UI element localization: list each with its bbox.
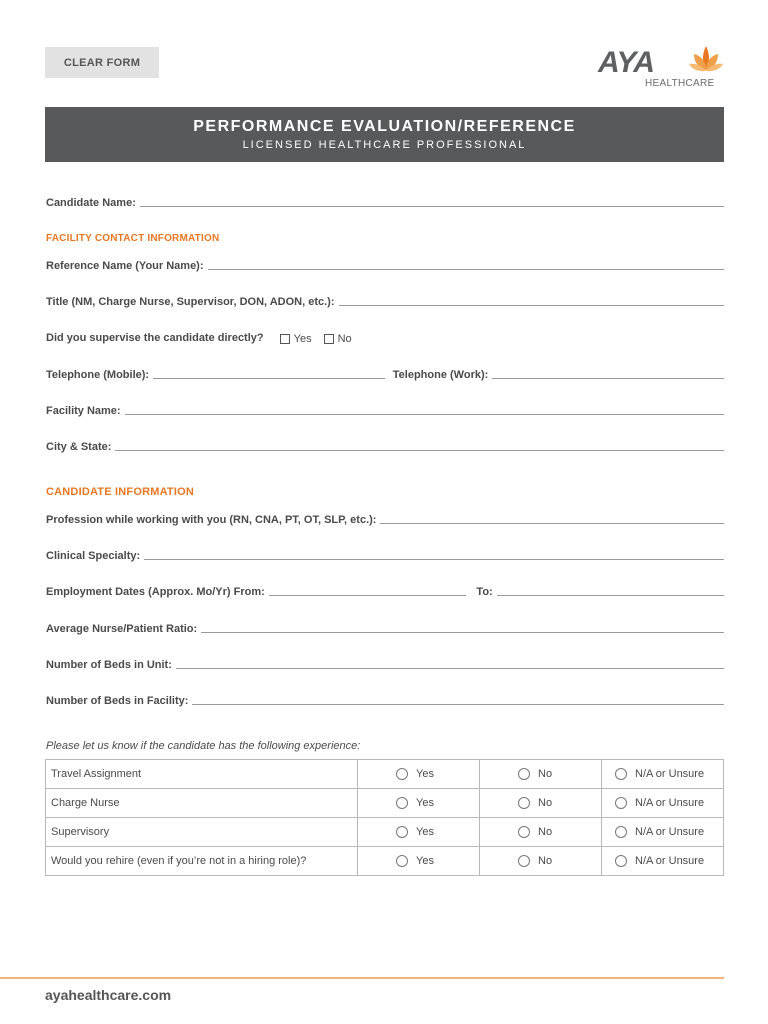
experience-option-yes xyxy=(358,760,480,789)
experience-question: Supervisory xyxy=(46,818,358,847)
city-state-field[interactable] xyxy=(115,449,724,451)
experience-option-na xyxy=(602,818,724,847)
title-field[interactable] xyxy=(339,304,725,306)
ratio-row xyxy=(46,618,724,636)
radio-button[interactable] xyxy=(615,855,627,867)
experience-option-na xyxy=(602,847,724,876)
experience-question: Travel Assignment xyxy=(46,760,358,789)
radio-option-yes[interactable] xyxy=(358,855,479,867)
experience-row xyxy=(46,789,724,818)
aya-healthcare-logo xyxy=(596,42,726,92)
radio-option-na[interactable] xyxy=(602,768,723,780)
form-title: PERFORMANCE EVALUATION/REFERENCE xyxy=(193,118,576,135)
profession-field[interactable] xyxy=(380,522,724,524)
radio-option-yes[interactable] xyxy=(358,768,479,780)
radio-label: No xyxy=(538,768,553,780)
experience-row xyxy=(46,847,724,876)
clear-form-button[interactable]: CLEAR FORM xyxy=(45,47,159,78)
employment-dates-row xyxy=(46,581,724,599)
radio-option-yes[interactable] xyxy=(358,797,479,809)
radio-label: No xyxy=(538,797,553,809)
radio-button[interactable] xyxy=(396,768,408,780)
experience-question: Would you rehire (even if you’re not in a hiring role)? xyxy=(46,847,358,876)
employment-to-field[interactable] xyxy=(497,594,724,596)
radio-button[interactable] xyxy=(396,855,408,867)
lotus-flower-icon xyxy=(688,44,724,74)
radio-option-no[interactable] xyxy=(480,855,601,867)
facility-name-row xyxy=(46,400,724,418)
title-row xyxy=(46,291,724,309)
experience-option-yes xyxy=(358,818,480,847)
candidate-name-field[interactable] xyxy=(140,205,724,207)
radio-label: Yes xyxy=(416,826,434,838)
radio-option-yes[interactable] xyxy=(358,826,479,838)
form-title-banner xyxy=(45,107,724,162)
radio-button[interactable] xyxy=(518,826,530,838)
radio-button[interactable] xyxy=(615,768,627,780)
experience-option-na xyxy=(602,760,724,789)
radio-label: No xyxy=(538,826,553,838)
radio-option-na[interactable] xyxy=(602,826,723,838)
employment-dates-from-label: Employment Dates (Approx. Mo/Yr) From: xyxy=(46,586,265,598)
radio-option-no[interactable] xyxy=(480,826,601,838)
radio-button[interactable] xyxy=(615,797,627,809)
experience-option-no xyxy=(480,789,602,818)
radio-label: N/A or Unsure xyxy=(635,797,705,809)
radio-option-no[interactable] xyxy=(480,797,601,809)
radio-option-na[interactable] xyxy=(602,855,723,867)
ratio-label: Average Nurse/Patient Ratio: xyxy=(46,623,198,635)
telephone-mobile-label: Telephone (Mobile): xyxy=(46,369,150,381)
experience-option-yes xyxy=(358,789,480,818)
logo-subtext: HEALTHCARE xyxy=(645,78,715,89)
telephone-work-label: Telephone (Work): xyxy=(392,369,489,381)
logo-wordmark: AYA xyxy=(598,46,654,79)
experience-note: Please let us know if the candidate has the following experience: xyxy=(46,740,361,752)
telephone-mobile-field[interactable] xyxy=(153,377,385,379)
city-state-row xyxy=(46,436,724,454)
facility-section-title: FACILITY CONTACT INFORMATION xyxy=(46,233,220,244)
reference-name-row xyxy=(46,255,724,273)
supervise-no-checkbox[interactable] xyxy=(324,334,334,344)
title-label: Title (NM, Charge Nurse, Supervisor, DON, ADON, etc.): xyxy=(46,296,335,308)
beds-unit-label: Number of Beds in Unit: xyxy=(46,659,172,671)
supervise-yes-label: Yes xyxy=(293,333,312,345)
radio-label: N/A or Unsure xyxy=(635,826,705,838)
experience-option-no xyxy=(480,818,602,847)
specialty-row xyxy=(46,545,724,563)
employment-to-label: To: xyxy=(476,586,493,598)
experience-option-no xyxy=(480,760,602,789)
radio-label: No xyxy=(538,855,553,867)
beds-facility-label: Number of Beds in Facility: xyxy=(46,695,189,707)
footer-divider xyxy=(0,977,724,979)
beds-facility-row xyxy=(46,690,724,708)
candidate-name-label: Candidate Name: xyxy=(46,197,136,209)
radio-label: N/A or Unsure xyxy=(635,855,705,867)
beds-unit-field[interactable] xyxy=(176,667,724,669)
radio-button[interactable] xyxy=(518,768,530,780)
radio-button[interactable] xyxy=(396,826,408,838)
beds-unit-row xyxy=(46,654,724,672)
form-subtitle: LICENSED HEALTHCARE PROFESSIONAL xyxy=(242,139,527,151)
facility-name-field[interactable] xyxy=(125,413,724,415)
telephone-work-field[interactable] xyxy=(492,377,724,379)
supervise-row xyxy=(46,327,724,345)
radio-label: Yes xyxy=(416,768,434,780)
specialty-label: Clinical Specialty: xyxy=(46,550,141,562)
radio-button[interactable] xyxy=(396,797,408,809)
supervise-yes-checkbox[interactable] xyxy=(280,334,290,344)
candidate-section-title: CANDIDATE INFORMATION xyxy=(46,486,195,498)
experience-row xyxy=(46,818,724,847)
radio-option-no[interactable] xyxy=(480,768,601,780)
experience-option-no xyxy=(480,847,602,876)
telephone-row xyxy=(46,364,724,382)
beds-facility-field[interactable] xyxy=(192,703,724,705)
employment-from-field[interactable] xyxy=(269,594,467,596)
specialty-field[interactable] xyxy=(144,558,724,560)
experience-option-na xyxy=(602,789,724,818)
reference-name-field[interactable] xyxy=(208,268,724,270)
city-state-label: City & State: xyxy=(46,441,112,453)
experience-question: Charge Nurse xyxy=(46,789,358,818)
profession-row xyxy=(46,509,724,527)
experience-row xyxy=(46,760,724,789)
experience-table xyxy=(45,759,724,876)
profession-label: Profession while working with you (RN, CNA, PT, OT, SLP, etc.): xyxy=(46,514,377,526)
ratio-field[interactable] xyxy=(201,631,724,633)
radio-label: N/A or Unsure xyxy=(635,768,705,780)
radio-label: Yes xyxy=(416,797,434,809)
experience-option-yes xyxy=(358,847,480,876)
radio-button[interactable] xyxy=(615,826,627,838)
reference-name-label: Reference Name (Your Name): xyxy=(46,260,204,272)
supervise-label: Did you supervise the candidate directly? xyxy=(46,332,264,344)
radio-button[interactable] xyxy=(518,855,530,867)
radio-button[interactable] xyxy=(518,797,530,809)
radio-label: Yes xyxy=(416,855,434,867)
supervise-no-label: No xyxy=(337,333,352,345)
facility-name-label: Facility Name: xyxy=(46,405,121,417)
radio-option-na[interactable] xyxy=(602,797,723,809)
candidate-name-row xyxy=(46,192,724,210)
footer-website-link[interactable]: ayahealthcare.com xyxy=(45,987,172,1003)
